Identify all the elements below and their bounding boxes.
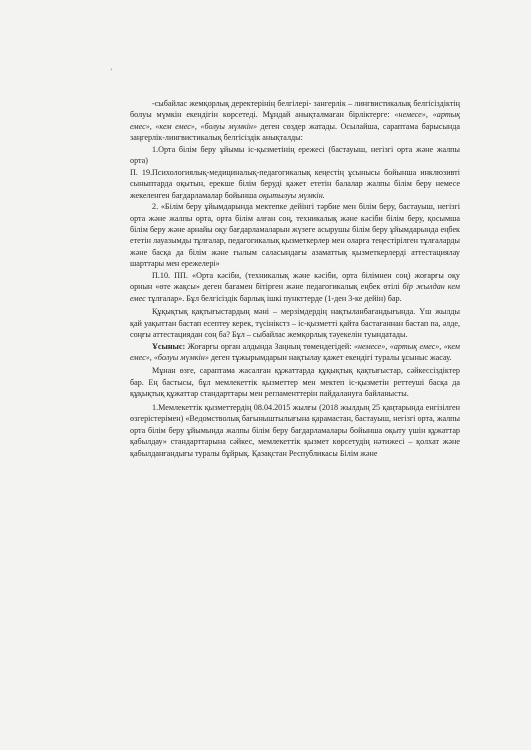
paragraph-2: 1.Орта білім беру ұйымы іс-қызметінің ережесі (бастауыш, негізгі орта және жалпы орта) — [130, 144, 460, 166]
text-run: «немесе», «артық емес», «кем емес», «болуы мүмкін» — [130, 110, 460, 131]
paragraph-5 — [130, 270, 460, 304]
paragraph-4: 2. «Білім беру ұйымдарында мектепке дейінгі тәрбие мен білім беру, бастауыш, негізгі орта және жалпы орта, орта білім алған соң, техникалық және кәсіби білім беру, қосымша білім беру және арнайы оқу бағдарламаларын жүзеге асырушы білім беру ұйымдарында еңбек ететін лауазымды тұлғалар, педагогикалық қызметкерлер мен оларға теңестірілген тұлғаларды және басқа да білім және ғылым саласындағы азаматтық қызметкерлерді аттестациялау шарттары мен ережелері» — [130, 202, 460, 269]
text-run: деген тұжырымдарын нақтылау қажет екендігі туралы ұсыныс жасау. — [208, 352, 452, 362]
text-run: бір жылдан кем емес — [130, 282, 460, 303]
paragraph-1 — [130, 98, 460, 144]
text-run: Жоғарғы орган алдында Заңның төмендегідей: — [185, 341, 354, 351]
text-run: П.10. ПП. «Орта кәсіби, (техникалық және кәсіби, орта білімнен соң) жоғарғы оқу орнын «өте жақсы» деген бағамен бітірген және педагогикалық еңбек өтілі — [130, 270, 460, 292]
text-run: деген сөздер жатады. Осылайша, сараптама барысында заңгерлік-лингвистикалық белгісіздік анықталды: — [130, 121, 461, 143]
text-run: Ұсыныс: — [152, 341, 186, 351]
paragraph-6: Құқықтық қақтығыстардың мәні – мерзімдердің нақтыланбағандығында. Үш жылды қай уақыттан бастап есептеу керек, түсінікстз – іс-қызметті қайта бастағаннан бастап па, әлде, соңғы аттестациядан соң ба? Бұл – сыбайлас жемқорлық тәуекелін туындатады. — [130, 307, 460, 340]
paragraph-8: Мұнан өзге, сараптама жасалған құжаттарда құқықтық қақтығыстар, сәйкессіздіктер бар. Ең бастысы, бұл мемлекеттік қызметтер мен мектеп іс-қызметін реттеуші басқа да құқықтық құжаттар стандарттары мен регламенттерін пайдалануға байланысты. — [130, 366, 460, 399]
text-run: -сыбайлас жемқорлық деректерінің белгілері- зангерлік – лингвистикалық белгісіздіктің болуы мүмкін екендігін көрсетеді. Мұндай анықталмаған бірліктерге: — [130, 99, 460, 120]
text-run: тұлғалар». Бұл белгісіздік барлық ішкі пункттерде (1-ден 3-ке дейін) бар. — [145, 293, 402, 303]
text-run: оқытылуы мүмкін. — [258, 190, 325, 200]
paragraph-9: 1.Мемлекеттік қызметтердің 08.04.2015 жылғы (2018 жылдың 25 қаңтарында енгізілген өзгерістерімен) «Ведомстволық бағыныштылығына қарамастан, бастауыш, негізгі орта, жалпы орта білім беру ұйымында жалпы білім беру бағдарламалары бойынша оқыту үшін құжаттар қабылдау» стандарттарына сәйкес, мемлекеттік қызмет көрсетудің нәтижесі – қолхат және қабылданғандығы туралы бұйрық. Қазақстан Республикасы Білім және — [130, 402, 460, 458]
text-run: «немесе», «артық емес», «кем емес», «болуы мүмкін» — [130, 341, 460, 362]
document-body — [130, 98, 460, 459]
paragraph-3 — [130, 167, 460, 201]
scan-mark: ʼ — [110, 67, 113, 76]
text-run: П. 19.Психологиялық-медициналық-педагогикалық кеңестің ұсынысы бойынша инклюзивті сыныптарда оқытын, ерекше білім беруді қажет ететін балалар жалпы білім беру немесе жекеленген бағдарламалар бойынша — [130, 167, 460, 200]
paragraph-7-proposal — [130, 341, 460, 364]
